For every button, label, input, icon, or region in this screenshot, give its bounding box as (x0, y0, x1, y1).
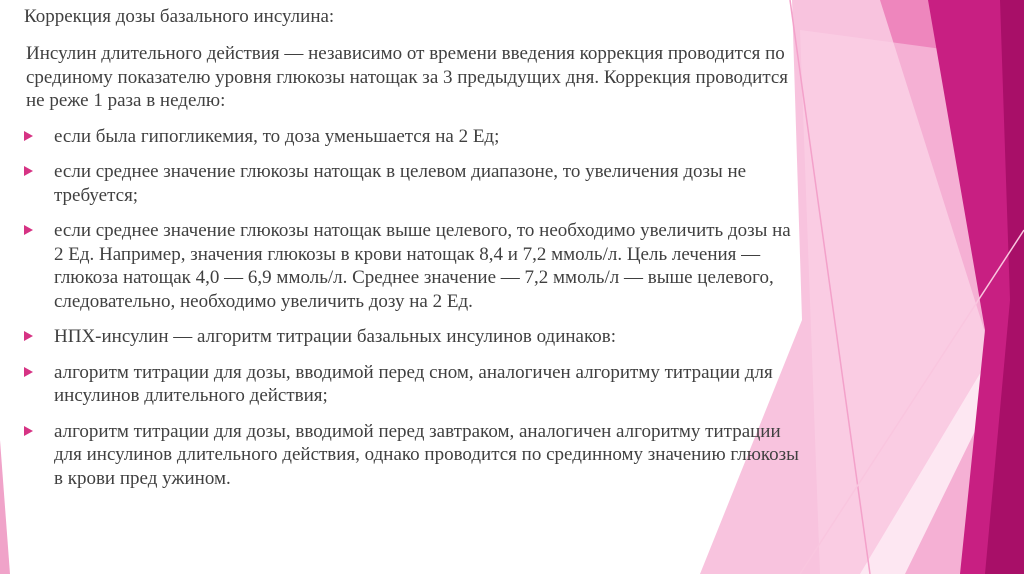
bullet-text: если была гипогликемия, то доза уменьшается на 2 Ед; (54, 125, 500, 147)
triangle-bullet-icon (24, 331, 33, 341)
bullet-item (24, 219, 804, 313)
bullet-item (24, 325, 804, 349)
triangle-bullet-icon (24, 166, 33, 176)
bullet-item (24, 420, 804, 491)
bullet-text: если среднее значение глюкозы натощак в целевом диапазоне, то увеличения дозы не требуется; (54, 161, 747, 206)
bullet-text: алгоритм титрации для дозы, вводимой перед завтраком, аналогичен алгоритму титрации для инсулинов длительного действия, однако проводится по срединному значению глюкозы в крови пред ужином. (54, 420, 799, 489)
bullet-item (24, 125, 804, 149)
bullet-item (24, 361, 804, 408)
triangle-bullet-icon (24, 131, 33, 141)
bullet-text: НПХ-инсулин — алгоритм титрации базальных инсулинов одинаков: (54, 326, 616, 347)
slide-content (24, 6, 804, 502)
bullet-text: алгоритм титрации для дозы, вводимой перед сном, аналогичен алгоритму титрации для инсулинов длительного действия; (54, 361, 773, 406)
bullet-text: если среднее значение глюкозы натощак выше целевого, то необходимо увеличить дозы на 2 Ед. Например, значения глюкозы в крови натощак 8,4 и 7,2 ммоль/л. Цель лечения — глюкоза натощак 4,0 — 6,9 ммоль/л. Среднее значение — 7,2 ммоль/л — выше целевого, следовательно, необходимо увеличить дозу на 2 Ед. (54, 220, 791, 312)
bullet-list (24, 125, 804, 491)
intro-paragraph: Инсулин длительного действия — независимо от времени введения коррекция проводится по срединому показателю уровня глюкозы натощак за 3 предыдущих дня. Коррекция проводится не реже 1 раза в неделю: (26, 43, 789, 111)
bullet-item (24, 160, 804, 207)
triangle-bullet-icon (24, 426, 33, 436)
slide-title: Коррекция дозы базального инсулина: (24, 6, 335, 27)
left-accent-shape (0, 440, 10, 574)
triangle-bullet-icon (24, 367, 33, 377)
triangle-bullet-icon (24, 225, 33, 235)
